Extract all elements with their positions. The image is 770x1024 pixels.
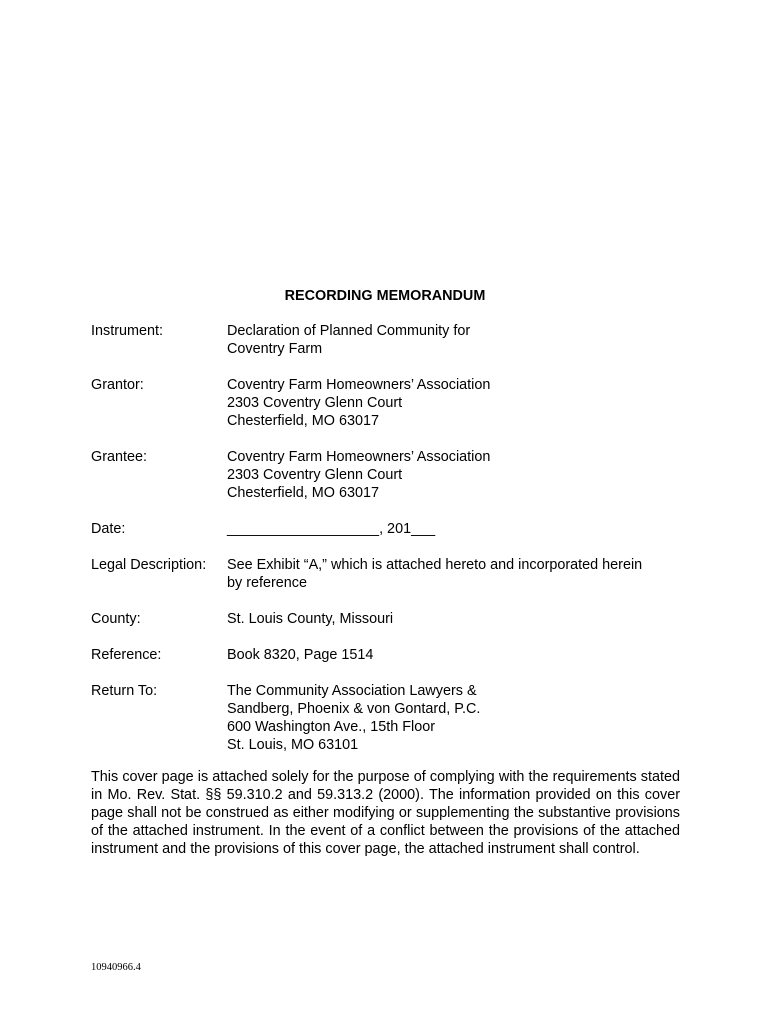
- field-value-line: See Exhibit “A,” which is attached hereto and incorporated herein: [227, 557, 643, 573]
- field-value: [227, 610, 681, 628]
- field-grantee: [91, 448, 681, 502]
- field-label: Grantee:: [91, 449, 147, 465]
- field-value: [227, 646, 681, 664]
- field-return-to: [91, 682, 681, 754]
- field-value-line: The Community Association Lawyers &: [227, 683, 477, 699]
- memorandum-fields: [91, 322, 681, 772]
- field-value-line: Coventry Farm Homeowners’ Association: [227, 377, 491, 393]
- document-number: 10940966.4: [91, 962, 141, 973]
- field-label: Grantor:: [91, 377, 144, 393]
- field-value: [227, 556, 681, 592]
- field-value-line: Book 8320, Page 1514: [227, 647, 374, 663]
- field-county: [91, 610, 681, 628]
- field-value-line: St. Louis County, Missouri: [227, 611, 394, 627]
- field-date: [91, 520, 681, 538]
- field-value: [227, 520, 681, 538]
- field-reference: [91, 646, 681, 664]
- field-label: Legal Description:: [91, 557, 207, 573]
- field-label: Date:: [91, 521, 126, 537]
- field-value-line: Chesterfield, MO 63017: [227, 485, 379, 501]
- field-value: [227, 376, 681, 430]
- field-grantor: [91, 376, 681, 430]
- field-value-line: Coventry Farm: [227, 341, 323, 357]
- field-legal-description: [91, 556, 681, 592]
- field-value-line: ___________________, 201___: [227, 521, 436, 537]
- field-value-line: Sandberg, Phoenix & von Gontard, P.C.: [227, 701, 481, 717]
- field-value-line: 2303 Coventry Glenn Court: [227, 395, 403, 411]
- field-value: [227, 322, 681, 358]
- field-value-line: Coventry Farm Homeowners’ Association: [227, 449, 491, 465]
- field-value: [227, 448, 681, 502]
- field-value-line: 2303 Coventry Glenn Court: [227, 467, 403, 483]
- field-instrument: [91, 322, 681, 358]
- field-label: Reference:: [91, 647, 162, 663]
- field-value-line: by reference: [227, 575, 307, 591]
- field-value-line: Declaration of Planned Community for: [227, 323, 471, 339]
- field-value: [227, 682, 681, 754]
- document-title: RECORDING MEMORANDUM: [284, 288, 486, 304]
- field-value-line: 600 Washington Ave., 15th Floor: [227, 719, 435, 735]
- field-label: County:: [91, 611, 141, 627]
- cover-page-statement: This cover page is attached solely for the purpose of complying with the requirements stated in Mo. Rev. Stat. §§ 59.310.2 and 59.313.2 (2000). The information provided on this cover page shall not be construed as either modifying or supplementing the substantive provisions of the attached instrument. In the event of a conflict between the provisions of the attached instrument and the provisions of this cover page, the attached instrument shall control.: [91, 769, 680, 857]
- field-label: Return To:: [91, 683, 158, 699]
- field-label: Instrument:: [91, 323, 163, 339]
- field-value-line: St. Louis, MO 63101: [227, 737, 359, 753]
- field-value-line: Chesterfield, MO 63017: [227, 413, 379, 429]
